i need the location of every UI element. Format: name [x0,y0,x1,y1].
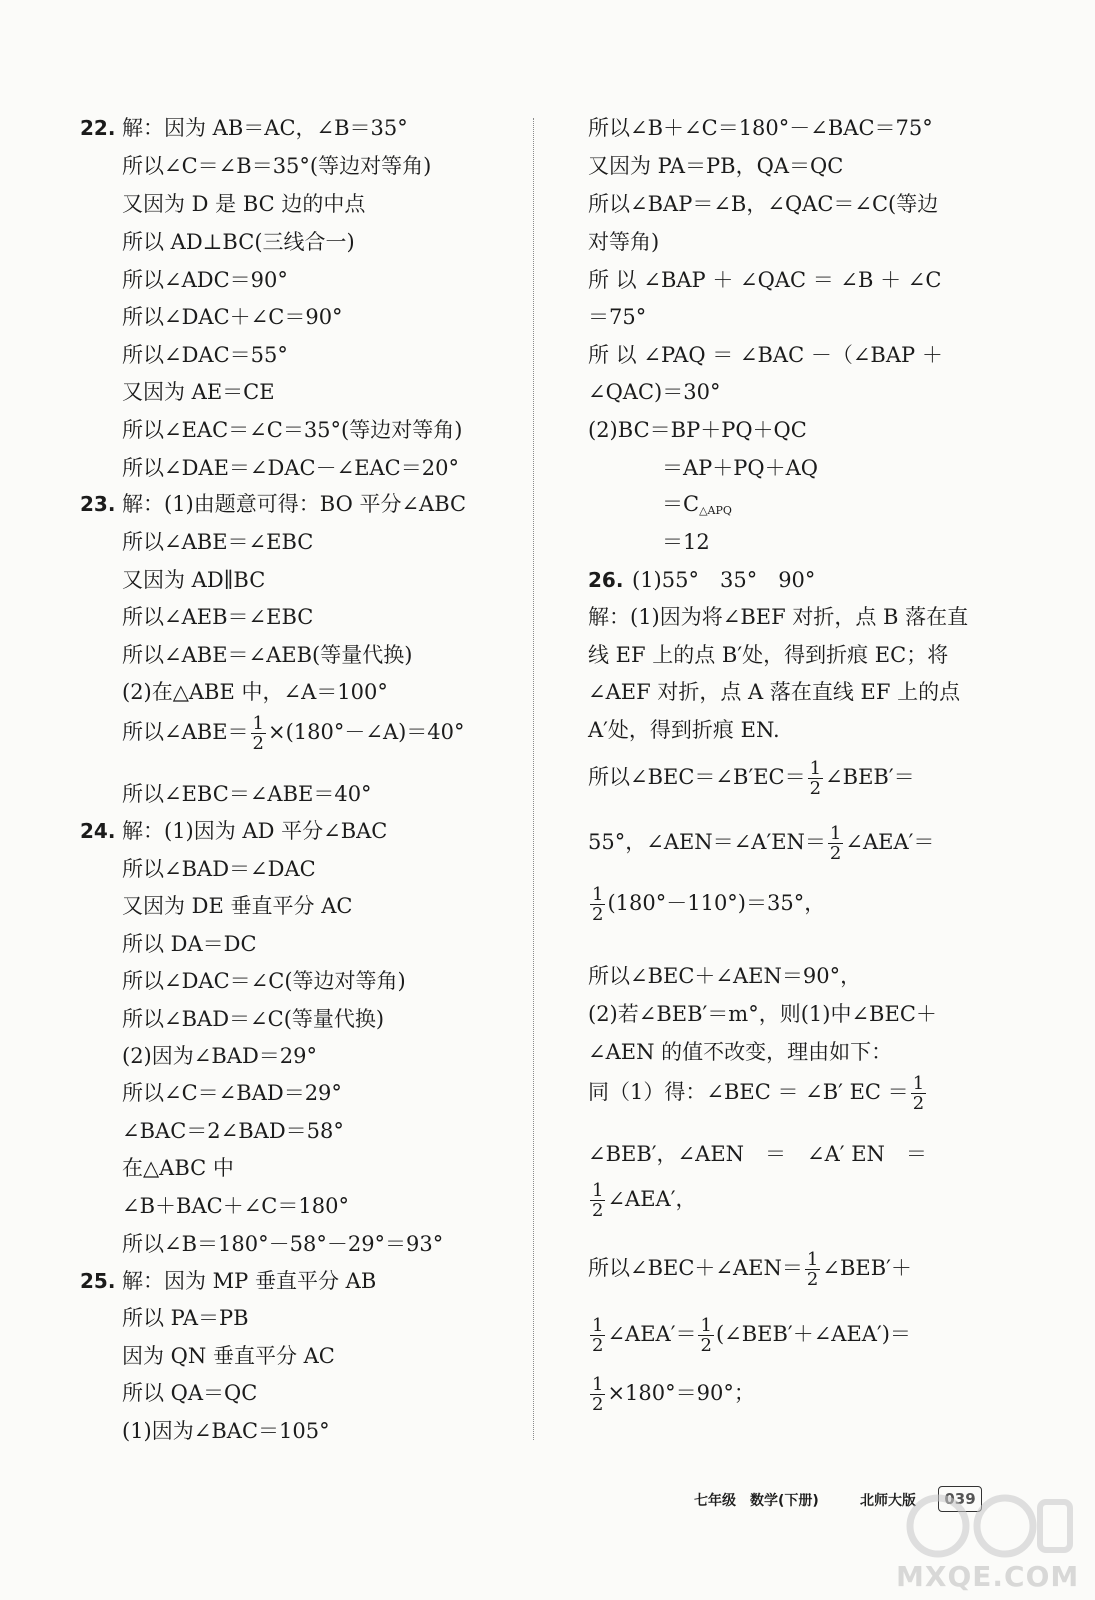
problem-number: 22. [80,116,116,140]
line-text: 同（1）得：∠BEC ＝ ∠B′ EC ＝ [588,1080,909,1104]
line-text: 解：(1)由题意可得：BO 平分∠ABC [122,492,467,516]
solution-line [588,229,659,255]
solution-line [122,267,288,293]
line-text: ＝75° [588,305,647,329]
line-text: 所 以 ∠PAQ ＝ ∠BAC －（∠BAP ＋ [588,343,943,367]
line-text: (2)若∠BEB′＝m°，则(1)中∠BEC＋ [588,1002,937,1026]
solution-line [588,822,934,863]
solution-line [122,153,431,179]
fraction-one-half: $\frac{1}{2}$ [592,1180,604,1221]
watermark-emblem-icon [880,1480,1080,1560]
solution-line [122,342,288,368]
solution-line [122,642,412,668]
solution-line [588,191,938,217]
solution-line [122,1155,234,1181]
solution-line [588,679,960,705]
solution-line [588,963,861,989]
fraction-one-half: $\frac{1}{2}$ [592,1374,604,1415]
line-text: (1)55° 35° 90° [632,568,816,592]
solution-line [122,968,406,994]
line-text: 又因为 AD∥BC [122,568,266,592]
solution-line [122,1118,344,1144]
solution-line [588,267,941,293]
line-text: (180°－110°)＝35°， [607,891,826,915]
solution-line [588,757,915,798]
problem-number: 23. [80,492,116,516]
line-text: 解：(1)因为将∠BEF 对折，点 B 落在直 [588,605,969,629]
solution-line [122,1268,376,1294]
solution-line [588,717,780,743]
fraction-one-half: $\frac{1}{2}$ [912,1073,925,1114]
solution-line [122,529,313,555]
line-text: 解：因为 AB＝AC，∠B＝35° [122,116,408,140]
solution-line [588,1072,928,1113]
line-text: (2)因为∠BAD＝29° [122,1044,317,1068]
solution-line [122,191,365,217]
line-text: (2)BC＝BP＋PQ＋QC [588,418,807,442]
solution-line [588,883,825,924]
line-text: 所以 DA＝DC [122,932,257,956]
line-text: 所以∠BEC＋∠AEN＝90°， [588,964,862,988]
fraction-one-half: $\frac{1}{2}$ [806,1249,819,1290]
solution-line [662,455,818,481]
line-text: ＝12 [662,530,710,554]
subscript: △APQ [699,504,732,517]
solution-line [588,604,968,630]
solution-line [588,1179,696,1220]
line-text: 又因为 DE 垂直平分 AC [122,894,353,918]
solution-line [122,679,388,705]
fraction-one-half: $\frac{1}{2}$ [592,1315,604,1356]
line-text: 55°，∠AEN＝∠A′EN＝ [588,830,826,854]
solution-line [588,417,807,443]
line-text: A′处，得到折痕 EN. [588,718,780,742]
solution-line [122,1231,443,1257]
line-text: ∠BEB′，∠AEN ＝ ∠A′ EN ＝ [588,1142,927,1166]
solution-line [588,1001,937,1027]
solution-line [588,115,933,141]
line-text: 所以∠BAD＝∠C(等量代换) [122,1007,385,1031]
line-text: 又因为 D 是 BC 边的中点 [122,192,366,216]
footer-grade: 七年级 [694,1493,736,1509]
solution-line [588,1248,912,1289]
solution-line [588,153,843,179]
solution-line [122,1380,257,1406]
line-text: 所以∠AEB＝∠EBC [122,605,314,629]
solution-line [632,567,815,593]
solution-line [588,304,646,330]
solution-line [122,818,387,844]
line-text: ×180°＝90°； [607,1381,755,1405]
solution-line [122,115,408,141]
line-text: 所以∠ADC＝90° [122,268,288,292]
fraction-one-half: $\frac{1}{2}$ [829,823,842,864]
line-text: 解：(1)因为 AD 平分∠BAC [122,819,388,843]
line-text: 所以∠C＝∠BAD＝29° [122,1081,342,1105]
line-text: 解：因为 MP 垂直平分 AB [122,1269,377,1293]
line-text: 所以∠BEC＋∠AEN＝ [588,1256,803,1280]
solution-line [122,712,465,753]
solution-line [588,342,943,368]
line-text: 所以∠DAC＝55° [122,343,288,367]
line-text: 所以∠BAP＝∠B，∠QAC＝∠C(等边 [588,192,939,216]
footer-edition: 北师大版 [860,1493,916,1509]
line-text: 所以∠ABE＝ [122,720,249,744]
solution-line [122,604,313,630]
line-text: (∠BEB′＋∠AEA′)＝ [715,1322,911,1346]
problem-number: 26. [588,568,624,592]
solution-line [122,455,459,481]
solution-line [662,529,710,555]
line-text: 又因为 PA＝PB，QA＝QC [588,154,844,178]
line-text: ∠QAC)＝30° [588,380,721,404]
line-text: 所以∠ABE＝∠EBC [122,530,314,554]
line-text: 所以 QA＝QC [122,1381,258,1405]
solution-line [588,1373,755,1414]
watermark-text: MXQE.COM [896,1560,1080,1593]
problem-number: 25. [80,1269,116,1293]
page-number: 039 [938,1486,982,1512]
line-text: 所以∠BEC＝∠B′EC＝ [588,765,806,789]
solution-line [588,1039,892,1065]
line-text: ∠AEA′， [607,1187,697,1211]
fraction-one-half: $\frac{1}{2}$ [809,758,822,799]
line-text: 所以∠B＋∠C＝180°－∠BAC＝75° [588,116,933,140]
line-text: 所以∠EAC＝∠C＝35°(等边对等角) [122,418,463,442]
problem-number: 24. [80,819,116,843]
solution-line [122,1043,317,1069]
solution-line [122,1343,335,1369]
line-text: (1)因为∠BAC＝105° [122,1419,330,1443]
column-divider [533,118,534,1440]
solution-line [662,491,732,524]
line-text: 在△ABC 中 [122,1156,234,1180]
solution-line [588,642,948,668]
line-text: 所以∠DAE＝∠DAC－∠EAC＝20° [122,456,459,480]
line-text: 又因为 AE＝CE [122,380,275,404]
solution-line [588,1141,927,1167]
line-text: ∠B＋BAC＋∠C＝180° [122,1194,349,1218]
solution-line [588,379,720,405]
solution-line [122,1006,384,1032]
line-text: 所以 AD⊥BC(三线合一) [122,230,355,254]
line-text: ∠AEF 对折，点 A 落在直线 EF 上的点 [588,680,961,704]
line-text: 所以∠ABE＝∠AEB(等量代换) [122,643,413,667]
solution-line [122,491,466,517]
footer-subject: 数学(下册) [750,1493,819,1509]
line-text: ∠BEB′＝ [825,765,915,789]
solution-line [122,1418,330,1444]
line-text: ＝C [662,492,700,516]
line-text: 所以∠BAD＝∠DAC [122,857,316,881]
solution-line [122,781,372,807]
solution-line [122,1305,249,1331]
line-text: ∠AEA′＝ [607,1322,697,1346]
line-text: (2)在△ABE 中，∠A＝100° [122,680,388,704]
watermark-logo [880,1480,1080,1593]
solution-line [122,931,257,957]
fraction-one-half: $\frac{1}{2}$ [592,884,604,925]
solution-line [122,379,275,405]
line-text: 所以∠EBC＝∠ABE＝40° [122,782,372,806]
line-text: 所以 PA＝PB [122,1306,249,1330]
solution-line [122,304,343,330]
fraction-one-half: $\frac{1}{2}$ [252,713,264,754]
line-text: ∠AEN 的值不改变，理由如下： [588,1040,893,1064]
solution-line [122,893,352,919]
line-text: ＝AP＋PQ＋AQ [662,456,819,480]
solution-line [122,229,355,255]
line-text: 因为 QN 垂直平分 AC [122,1344,335,1368]
line-text: 所以∠DAC＝∠C(等边对等角) [122,969,406,993]
solution-line [122,417,462,443]
line-text: 对等角) [588,230,660,254]
line-text: ∠BAC＝2∠BAD＝58° [122,1119,344,1143]
line-text: 所以∠B＝180°－58°－29°＝93° [122,1232,444,1256]
line-text: 线 EF 上的点 B′处，得到折痕 EC；将 [588,643,949,667]
line-text: 所以∠C＝∠B＝35°(等边对等角) [122,154,432,178]
line-text: 所以∠DAC＋∠C＝90° [122,305,343,329]
line-text: ∠BEB′＋ [822,1256,912,1280]
solution-line [588,1314,911,1355]
solution-line [122,1193,349,1219]
solution-line [122,1080,342,1106]
solution-line [122,856,316,882]
line-text: ×(180°－∠A)＝40° [267,720,465,744]
line-text: ∠AEA′＝ [845,830,935,854]
fraction-one-half: $\frac{1}{2}$ [700,1315,712,1356]
line-text: 所 以 ∠BAP ＋ ∠QAC ＝ ∠B ＋ ∠C [588,268,942,292]
solution-line [122,567,265,593]
